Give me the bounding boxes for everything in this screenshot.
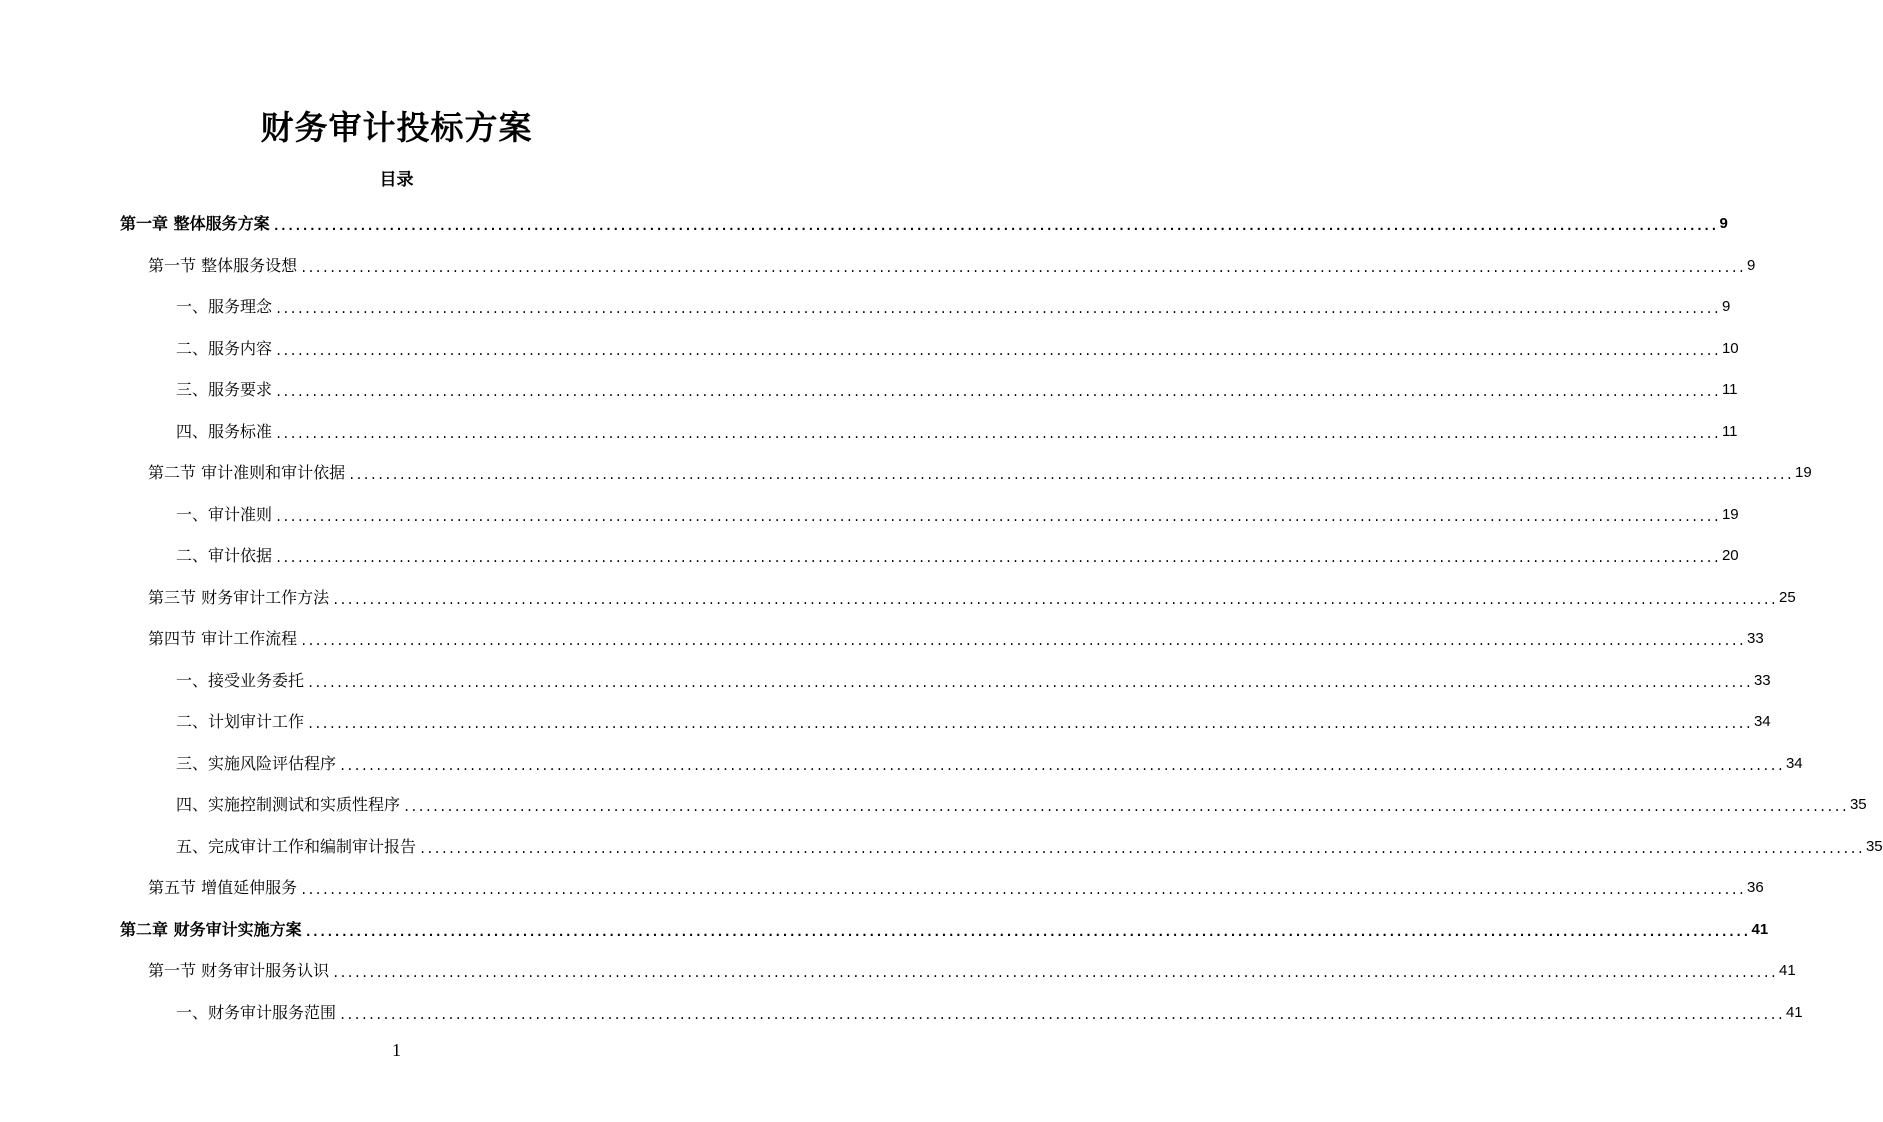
toc-dot-leader: ........................................................................................................................................................................................................	[339, 1007, 1784, 1022]
toc-entry-subsection[interactable]	[176, 994, 1803, 1024]
toc-entry-subsection[interactable]	[176, 413, 1738, 443]
toc-dot-leader: ........................................................................................................................................................................................................	[275, 385, 1720, 399]
toc-entry-page: 41	[1785, 1003, 1803, 1021]
toc-entry-label: 一、审计准则	[176, 504, 273, 524]
toc-entry-page: 10	[1721, 339, 1739, 357]
toc-entry-section[interactable]	[148, 620, 1764, 650]
toc-entry-subsection[interactable]	[176, 828, 1883, 858]
toc-entry-page: 36	[1747, 879, 1764, 896]
toc-dot-leader: ........................................................................................................................................................................................................	[275, 509, 1720, 524]
toc-dot-leader: ........................................................................................................................................................................................................	[275, 343, 1720, 358]
toc-entry-page: 11	[1721, 381, 1738, 398]
toc-entry-page: 19	[1795, 464, 1812, 481]
toc-entry-label: 第二节 审计准则和审计依据	[148, 463, 346, 482]
toc-entry-label: 第一章 整体服务方案	[120, 214, 270, 233]
toc-entry-label: 三、服务要求	[176, 380, 273, 399]
toc-entry-section[interactable]	[148, 454, 1812, 484]
toc-entry-label: 四、实施控制测试和实质性程序	[176, 795, 401, 814]
toc-entry-chapter-1[interactable]	[120, 205, 1728, 235]
toc-dot-leader: ........................................................................................................................................................................................................	[275, 551, 1720, 565]
toc-dot-leader: ........................................................................................................................................................................................................	[272, 219, 1718, 233]
toc-entry-page: 9	[1747, 256, 1756, 274]
toc-dot-leader: ........................................................................................................................................................................................................	[348, 468, 1794, 482]
toc-dot-leader: ........................................................................................................................................................................................................	[339, 758, 1784, 773]
toc-entry-subsection[interactable]	[176, 288, 1731, 318]
toc-entry-label: 五、完成审计工作和编制审计报告	[176, 836, 417, 856]
toc-entry-label: 三、实施风险评估程序	[176, 753, 337, 773]
toc-entry-subsection[interactable]	[176, 662, 1771, 692]
toc-entry-subsection[interactable]	[176, 496, 1739, 526]
toc-entry-label: 第二章 财务审计实施方案	[120, 919, 302, 939]
toc-entry-page: 19	[1721, 505, 1739, 523]
toc-entry-label: 一、服务理念	[176, 297, 273, 316]
toc-dot-leader: ........................................................................................................................................................................................................	[307, 675, 1752, 690]
toc-entry-page: 9	[1721, 298, 1731, 315]
toc-entry-page: 35	[1849, 796, 1867, 813]
toc-entry-chapter-2[interactable]	[120, 911, 1769, 941]
toc-dot-leader: ........................................................................................................................................................................................................	[300, 883, 1746, 897]
toc-entry-page: 25	[1779, 588, 1796, 606]
toc-entry-label: 第一节 整体服务设想	[148, 255, 298, 275]
toc-entry-page: 9	[1719, 215, 1728, 232]
toc-dot-leader: ........................................................................................................................................................................................................	[403, 800, 1848, 814]
toc-entry-label: 第五节 增值延伸服务	[148, 878, 298, 897]
toc-entry-page: 11	[1721, 422, 1738, 440]
toc-entry-label: 第三节 财务审计工作方法	[148, 587, 330, 607]
toc-entry-label: 二、服务内容	[176, 338, 273, 358]
toc-entry-subsection[interactable]	[176, 786, 1867, 816]
toc-entry-section[interactable]	[148, 869, 1764, 899]
toc-dot-leader: ........................................................................................................................................................................................................	[332, 592, 1778, 607]
toc-entry-section[interactable]	[148, 247, 1756, 277]
toc-dot-leader: ........................................................................................................................................................................................................	[300, 634, 1746, 648]
toc-heading: 目录	[379, 170, 414, 190]
toc-dot-leader: ........................................................................................................................................................................................................	[419, 841, 1864, 856]
page-number: 1	[392, 1040, 401, 1060]
toc-dot-leader: ........................................................................................................................................................................................................	[300, 260, 1746, 275]
toc-dot-leader: ........................................................................................................................................................................................................	[304, 924, 1750, 939]
document-title: 财务审计投标方案	[260, 108, 533, 147]
toc-entry-page: 35	[1865, 837, 1883, 855]
toc-dot-leader: ........................................................................................................................................................................................................	[275, 426, 1720, 441]
toc-entry-page: 41	[1779, 962, 1796, 979]
toc-entry-page: 33	[1747, 630, 1764, 647]
toc-entry-label: 一、财务审计服务范围	[176, 1002, 337, 1022]
toc-entry-subsection[interactable]	[176, 371, 1738, 401]
toc-entry-label: 第一节 财务审计服务认识	[148, 961, 330, 980]
toc-entry-subsection[interactable]	[176, 703, 1771, 733]
toc-entry-page: 20	[1721, 547, 1739, 564]
toc-entry-page: 33	[1753, 671, 1771, 689]
toc-entry-label: 第四节 审计工作流程	[148, 629, 298, 648]
toc-entry-page: 34	[1785, 754, 1803, 772]
toc-entry-subsection[interactable]	[176, 745, 1803, 775]
toc-entry-label: 二、审计依据	[176, 546, 273, 565]
toc-entry-section[interactable]	[148, 579, 1796, 609]
toc-entry-label: 一、接受业务委托	[176, 670, 305, 690]
toc-entry-subsection[interactable]	[176, 330, 1739, 360]
toc-entry-label: 四、服务标准	[176, 421, 273, 441]
toc-entry-page: 34	[1753, 713, 1771, 730]
toc-entry-section[interactable]	[148, 952, 1796, 982]
toc-dot-leader: ........................................................................................................................................................................................................	[332, 966, 1778, 980]
toc-entry-page: 41	[1751, 920, 1769, 938]
toc-dot-leader: ........................................................................................................................................................................................................	[307, 717, 1752, 731]
toc-entry-label: 二、计划审计工作	[176, 712, 305, 731]
toc-entry-subsection[interactable]	[176, 537, 1739, 567]
toc-dot-leader: ........................................................................................................................................................................................................	[275, 302, 1720, 316]
